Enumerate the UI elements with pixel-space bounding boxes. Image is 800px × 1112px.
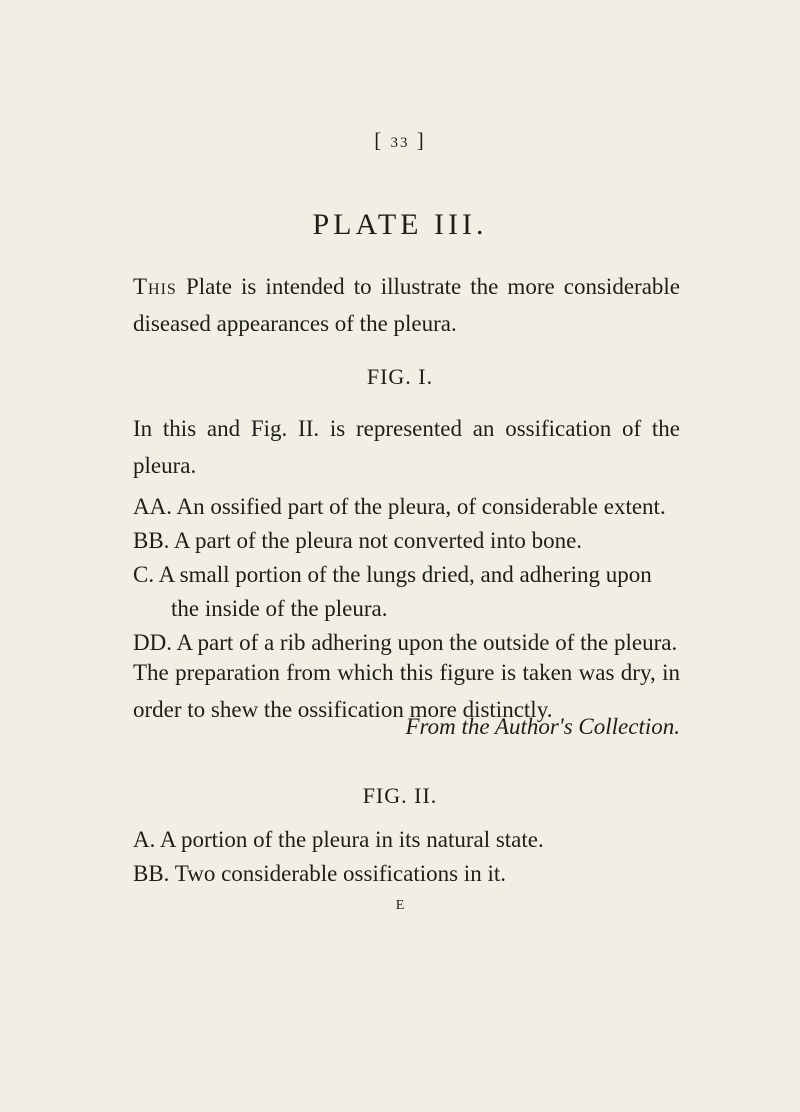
fig1-item-c (133, 558, 693, 626)
intro-first-word: This (133, 274, 177, 299)
item-key: BB. (133, 528, 170, 553)
signature-mark: E (395, 898, 405, 913)
fig2-item-bb (133, 857, 693, 891)
intro-text: Plate is intended to illustrate the more considerable diseased appearances of the pleura. (133, 274, 681, 336)
fig1-item-bb (133, 524, 693, 558)
fig1-credit: From the Author's Collection. (405, 714, 680, 739)
item-text: Two considerable ossifications in it. (174, 861, 506, 886)
item-text: A small portion of the lungs dried, and adhering upon (158, 562, 652, 587)
fig2-item-a (133, 823, 693, 857)
fig1-item-aa (133, 490, 693, 524)
plate-title: PLATE III. (312, 208, 488, 241)
item-key: C. (133, 562, 155, 587)
item-text: A part of a rib adhering upon the outside of the pleura. (176, 630, 678, 655)
item-continuation: the inside of the pleura. (171, 596, 388, 621)
item-key: A. (133, 827, 156, 852)
fig2-heading: FIG. II. (362, 783, 438, 808)
page-number: [ 33 ] (374, 128, 426, 152)
page-number-value: 33 (390, 135, 410, 151)
item-key: AA. (133, 494, 172, 519)
fig1-description: In this and Fig. II. is represented an ossification of the pleura. (133, 416, 680, 478)
item-text: A portion of the pleura in its natural state. (159, 827, 544, 852)
item-text: A part of the pleura not converted into bone. (173, 528, 583, 553)
fig1-heading: FIG. I. (366, 364, 434, 389)
intro-paragraph (133, 268, 680, 342)
note-text: The preparation from which this figure is taken was dry, in order to shew the ossification more distinctly. (133, 660, 680, 722)
item-text: An ossified part of the pleura, of considerable extent. (176, 494, 666, 519)
item-key: DD. (133, 630, 172, 655)
item-key: BB. (133, 861, 170, 886)
